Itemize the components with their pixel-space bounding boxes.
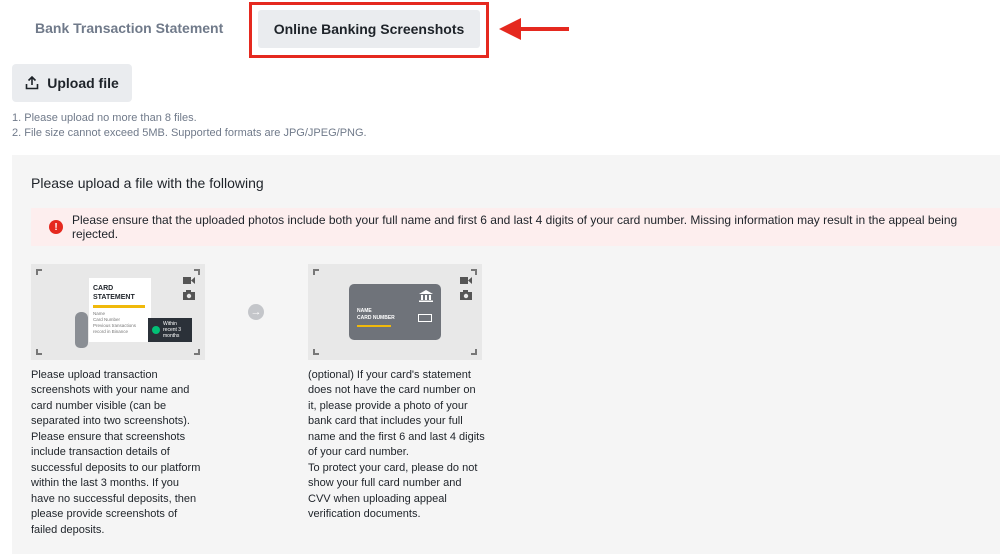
bank-icon xyxy=(419,290,433,302)
arrow-right-icon: → xyxy=(248,304,264,320)
tab-online-banking-screenshots[interactable]: Online Banking Screenshots xyxy=(258,10,480,48)
bank-card-illustration xyxy=(308,264,482,360)
camera-icon xyxy=(460,290,472,300)
upload-file-label: Upload file xyxy=(47,75,119,91)
upload-rule: 1. Please upload no more than 8 files. xyxy=(12,112,197,124)
camera-icon xyxy=(183,290,195,300)
warning-banner xyxy=(31,208,1000,246)
recent-badge xyxy=(148,318,192,342)
warning-text: Please ensure that the uploaded photos include both your full name and first 6 and last 4 digits of your card number. Missing information may result in the appeal being rejected. xyxy=(72,213,958,241)
section-title: Please upload a file with the following xyxy=(31,175,264,191)
statement-line: Name xyxy=(93,311,106,316)
card-statement-illustration xyxy=(31,264,205,360)
upload-icon xyxy=(25,76,39,90)
description-paragraph: (optional) If your card's statement does not have the card number on it, please provide a photo of your bank card that includes your full name and the first 6 and last 4 digits of your card number. xyxy=(308,369,485,459)
chip-icon xyxy=(418,314,432,322)
tab-bank-transaction-statement[interactable]: Bank Transaction Statement xyxy=(35,20,224,36)
statement-title: CARD STATEMENT xyxy=(93,285,135,301)
example-description xyxy=(308,368,486,523)
card-name: NAME xyxy=(357,308,372,314)
example-description: Please upload transaction screenshots with your name and card number visible (can be separated into two screenshots). Please ensure that screenshots include transaction details of successful deposits to our platform within the last 3 months. If you have no successful deposits, then please provide screenshots of failed deposits. xyxy=(31,369,201,536)
video-icon xyxy=(460,276,472,285)
upload-file-button[interactable] xyxy=(12,64,132,102)
arrow-left-icon xyxy=(497,14,571,44)
description-paragraph: To protect your card, please do not show your full card number and CVV when uploading appeal verification documents. xyxy=(308,461,478,521)
statement-line: Card Number xyxy=(93,317,121,322)
upload-rule: 2. File size cannot exceed 5MB. Supported formats are JPG/JPEG/PNG. xyxy=(12,127,367,139)
bank-card xyxy=(349,284,441,340)
thumb-shape xyxy=(75,312,88,348)
check-icon xyxy=(152,326,160,334)
statement-line: record in Binance xyxy=(93,329,129,334)
video-icon xyxy=(183,276,195,285)
exclamation-icon: ! xyxy=(49,220,63,234)
card-number: CARD NUMBER xyxy=(357,315,395,321)
statement-line: Previous transactions xyxy=(93,323,137,328)
statement-card xyxy=(89,278,151,342)
recent-badge-text: Within recent 3 months xyxy=(163,321,182,339)
